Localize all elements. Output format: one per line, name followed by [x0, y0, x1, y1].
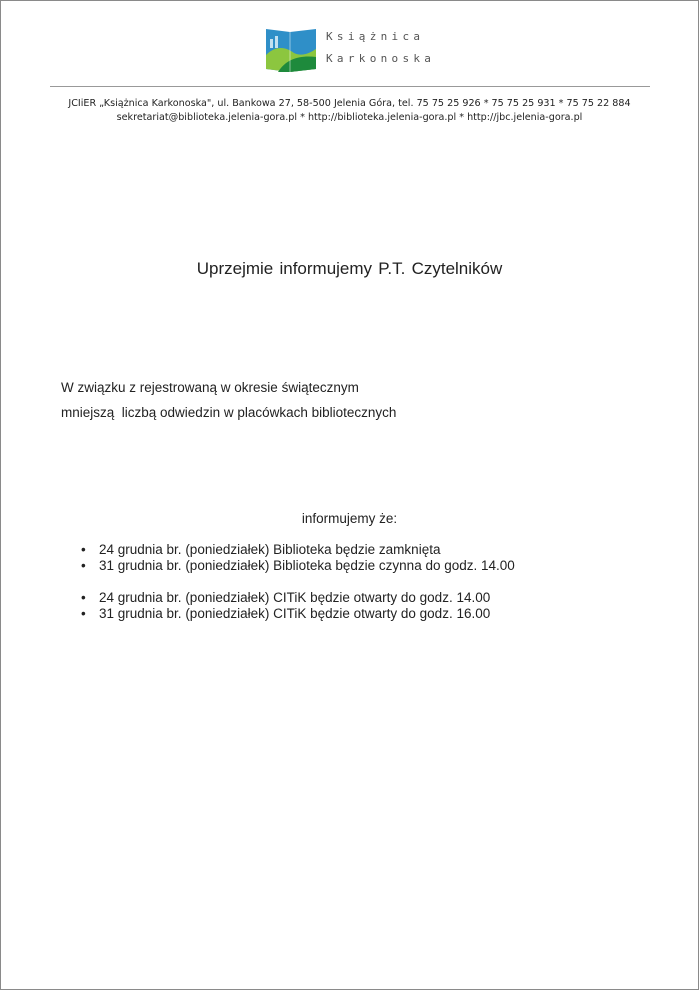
list-item: • 24 grudnia br. (poniedziałek) CITiK będzie otwarty do godz. 14.00 — [81, 590, 490, 606]
list-item: • 24 grudnia br. (poniedziałek) Biblioteka będzie zamknięta — [81, 542, 515, 558]
library-hours-list — [81, 542, 515, 574]
notice-title: Uprzejmie informujemy P.T. Czytelników — [196, 259, 503, 278]
notice-intro: informujemy że: — [301, 511, 398, 526]
list-item: • 31 grudnia br. (poniedziałek) CITiK będzie otwarty do godz. 16.00 — [81, 606, 490, 622]
notice-paragraph-line2: mniejszą liczbą odwiedzin w placówkach bibliotecznych — [61, 405, 397, 420]
logo-text-line2: Karkonoska — [326, 52, 436, 65]
header-address: JCIiER „Książnica Karkonoska", ul. Bankowa 27, 58-500 Jelenia Góra, tel. 75 75 25 926 * 75 75 25 931 * 75 75 22 884 — [68, 98, 631, 109]
header-contact: sekretariat@biblioteka.jelenia-gora.pl * http://biblioteka.jelenia-gora.pl * http://jbc.jelenia-gora.pl — [116, 112, 583, 123]
list-item: • 31 grudnia br. (poniedziałek) Biblioteka będzie czynna do godz. 14.00 — [81, 558, 515, 574]
notice-paragraph-line1: W związku z rejestrowaną w okresie świątecznym — [61, 380, 359, 395]
library-logo — [264, 27, 440, 73]
citik-hours-list — [81, 590, 490, 622]
book-landscape-icon — [264, 27, 318, 73]
header-divider — [50, 86, 650, 87]
logo-text-line1: Książnica — [326, 30, 425, 43]
